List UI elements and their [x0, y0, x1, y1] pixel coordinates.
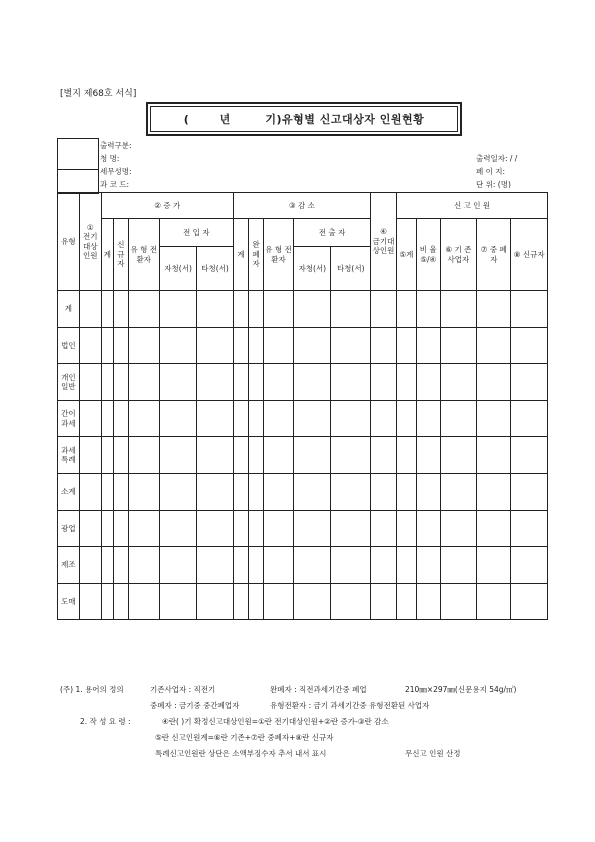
data-cell[interactable] [114, 583, 129, 620]
note-2-line-2: ⑤란 신고인원계=⑥란 기존+⑦란 중폐자+⑧란 신규자 [155, 733, 334, 742]
dept-code-label: 과 코 드: [100, 180, 130, 189]
data-cell[interactable] [416, 473, 440, 510]
note-2-line-4: 무신고 인원 산정 [405, 749, 461, 758]
data-cell[interactable] [249, 400, 264, 437]
data-cell[interactable] [331, 437, 371, 474]
data-cell[interactable] [397, 583, 417, 620]
data-cell[interactable] [263, 583, 293, 620]
data-cell[interactable] [477, 437, 511, 474]
data-cell[interactable] [79, 400, 101, 437]
data-cell[interactable] [79, 364, 101, 401]
data-cell[interactable] [397, 473, 417, 510]
data-cell[interactable] [440, 547, 476, 584]
data-cell[interactable] [114, 473, 129, 510]
data-cell[interactable] [249, 437, 264, 474]
data-cell[interactable] [101, 437, 113, 474]
office-label: 청 명: [100, 154, 120, 163]
data-cell[interactable] [79, 473, 101, 510]
data-cell[interactable] [371, 327, 397, 364]
data-cell[interactable] [233, 473, 249, 510]
data-cell[interactable] [511, 364, 548, 401]
data-cell[interactable] [294, 291, 331, 328]
data-cell[interactable] [159, 400, 196, 437]
data-cell[interactable] [128, 437, 159, 474]
ratio-header: 비 율 ⑤/④ [416, 219, 440, 291]
data-cell[interactable] [294, 583, 331, 620]
data-cell[interactable] [233, 583, 249, 620]
data-cell[interactable] [128, 583, 159, 620]
data-cell[interactable] [440, 327, 476, 364]
table-body [58, 291, 548, 620]
data-cell[interactable] [159, 583, 196, 620]
data-cell[interactable] [511, 400, 548, 437]
data-cell[interactable] [249, 547, 264, 584]
data-cell[interactable] [197, 400, 233, 437]
data-cell[interactable] [159, 437, 196, 474]
unit-label: 단 위: (명) [476, 180, 511, 189]
table-row [58, 583, 548, 620]
data-cell[interactable] [159, 547, 196, 584]
data-cell[interactable] [371, 473, 397, 510]
document-title [146, 102, 462, 136]
row-label: 제조 [58, 547, 80, 584]
data-cell[interactable] [416, 364, 440, 401]
row-label: 과세특례 [58, 437, 80, 474]
data-cell[interactable] [440, 473, 476, 510]
data-cell[interactable] [511, 291, 548, 328]
data-cell[interactable] [79, 547, 101, 584]
table-row [58, 510, 548, 547]
data-cell[interactable] [294, 400, 331, 437]
mid-closed-header: ⑦ 중 폐 자 [477, 219, 511, 291]
data-cell[interactable] [416, 327, 440, 364]
row-label: 소계 [58, 473, 80, 510]
data-cell[interactable] [249, 583, 264, 620]
data-cell[interactable] [263, 327, 293, 364]
increase-sum-header: 계 [101, 219, 113, 291]
data-cell[interactable] [477, 400, 511, 437]
data-cell[interactable] [128, 291, 159, 328]
data-cell[interactable] [233, 400, 249, 437]
data-cell[interactable] [101, 583, 113, 620]
note-1-type-switch: 유형전환자 : 금기 과세기간중 유형전환된 사업자 [270, 701, 430, 710]
data-cell[interactable] [416, 583, 440, 620]
data-cell[interactable] [263, 510, 293, 547]
data-cell[interactable] [511, 510, 548, 547]
data-cell[interactable] [263, 291, 293, 328]
table-row [58, 473, 548, 510]
data-cell[interactable] [159, 327, 196, 364]
data-cell[interactable] [128, 327, 159, 364]
data-cell[interactable] [331, 510, 371, 547]
data-cell[interactable] [371, 400, 397, 437]
page-label: 페 이 지: [476, 167, 506, 176]
data-cell[interactable] [511, 547, 548, 584]
data-cell[interactable] [197, 510, 233, 547]
col-current-target-header: ④ 금기대상인원 [371, 193, 397, 291]
transfer-out-other-header: 타청(서) [331, 247, 371, 291]
data-cell[interactable] [79, 291, 101, 328]
note-1-label: (주) 1. 용어의 정의 [60, 685, 124, 694]
data-cell[interactable] [114, 510, 129, 547]
data-cell[interactable] [416, 437, 440, 474]
output-date-label: 출력일자: / / [476, 154, 518, 163]
data-cell[interactable] [416, 291, 440, 328]
data-cell[interactable] [249, 291, 264, 328]
data-cell[interactable] [440, 400, 476, 437]
data-cell[interactable] [101, 327, 113, 364]
decrease-group-header: ③ 감 소 [233, 193, 370, 219]
data-cell[interactable] [263, 400, 293, 437]
data-cell[interactable] [263, 473, 293, 510]
data-cell[interactable] [114, 291, 129, 328]
data-cell[interactable] [233, 437, 249, 474]
data-cell[interactable] [440, 437, 476, 474]
data-cell[interactable] [114, 437, 129, 474]
data-cell[interactable] [440, 291, 476, 328]
data-cell[interactable] [397, 547, 417, 584]
data-cell[interactable] [101, 364, 113, 401]
decrease-type-switch-header: 유 형 전환자 [263, 219, 293, 291]
row-label: 간이과세 [58, 400, 80, 437]
row-label: 광업 [58, 510, 80, 547]
data-cell[interactable] [101, 547, 113, 584]
data-cell[interactable] [371, 437, 397, 474]
data-cell[interactable] [477, 291, 511, 328]
approval-stamp-box [57, 138, 99, 194]
paper-spec: 210㎜×297㎜(신문용지 54g/㎡) [405, 685, 517, 694]
decrease-sum-header: 계 [233, 219, 249, 291]
data-cell[interactable] [294, 547, 331, 584]
data-cell[interactable] [79, 327, 101, 364]
note-2-line-3: 특례신고인원란 상단은 소액부징수자 추서 내서 표시 [155, 749, 327, 758]
data-cell[interactable] [233, 510, 249, 547]
data-cell[interactable] [331, 473, 371, 510]
data-cell[interactable] [101, 510, 113, 547]
data-cell[interactable] [128, 473, 159, 510]
data-cell[interactable] [249, 327, 264, 364]
data-cell[interactable] [114, 327, 129, 364]
data-cell[interactable] [249, 364, 264, 401]
data-cell[interactable] [397, 364, 417, 401]
data-cell[interactable] [159, 291, 196, 328]
data-cell[interactable] [249, 473, 264, 510]
data-cell[interactable] [101, 473, 113, 510]
data-cell[interactable] [233, 547, 249, 584]
existing-header: ⑥ 기 존 사업자 [440, 219, 476, 291]
table-row [58, 400, 548, 437]
data-cell[interactable] [294, 510, 331, 547]
transfer-out-header: 전 출 자 [294, 219, 371, 247]
increase-type-switch-header: 유 형 전환자 [128, 219, 159, 291]
transfer-in-other-header: 타청(서) [197, 247, 233, 291]
data-cell[interactable] [128, 510, 159, 547]
data-cell[interactable] [331, 291, 371, 328]
data-cell[interactable] [477, 510, 511, 547]
data-cell[interactable] [331, 583, 371, 620]
data-cell[interactable] [440, 583, 476, 620]
data-cell[interactable] [233, 291, 249, 328]
note-1-existing: 기존사업자 : 직전기 [150, 685, 216, 694]
data-cell[interactable] [371, 291, 397, 328]
data-cell[interactable] [263, 437, 293, 474]
data-cell[interactable] [294, 327, 331, 364]
table-row [58, 547, 548, 584]
data-cell[interactable] [416, 400, 440, 437]
data-cell[interactable] [477, 473, 511, 510]
data-cell[interactable] [263, 547, 293, 584]
data-cell[interactable] [79, 583, 101, 620]
data-cell[interactable] [511, 473, 548, 510]
data-cell[interactable] [331, 547, 371, 584]
reporters-sum-header: ⑤계 [397, 219, 417, 291]
note-2-line-1: ④란( )기 확정신고대상인원=①란 전기대상인원+②란 증가-③란 감소 [162, 717, 389, 726]
data-cell[interactable] [371, 547, 397, 584]
data-cell[interactable] [416, 510, 440, 547]
data-cell[interactable] [397, 437, 417, 474]
data-cell[interactable] [197, 583, 233, 620]
data-cell[interactable] [101, 400, 113, 437]
data-cell[interactable] [511, 327, 548, 364]
data-cell[interactable] [159, 510, 196, 547]
data-cell[interactable] [197, 364, 233, 401]
row-label: 도매 [58, 583, 80, 620]
data-cell[interactable] [331, 400, 371, 437]
data-cell[interactable] [114, 547, 129, 584]
data-cell[interactable] [128, 547, 159, 584]
tax-office-label: 세무성명: [100, 167, 132, 176]
data-cell[interactable] [397, 291, 417, 328]
data-cell[interactable] [197, 291, 233, 328]
data-cell[interactable] [128, 364, 159, 401]
data-cell[interactable] [101, 291, 113, 328]
transfer-out-own-header: 자청(서) [294, 247, 331, 291]
increase-new-header: 신규자 [114, 219, 129, 291]
table-row [58, 291, 548, 328]
note-2-label: 2. 작 성 요 령 : [80, 717, 131, 726]
increase-group-header: ② 증 가 [101, 193, 233, 219]
new-reporters-header: ⑧ 신규자 [511, 219, 548, 291]
data-cell[interactable] [79, 437, 101, 474]
row-label: 법인 [58, 327, 80, 364]
table-row [58, 364, 548, 401]
data-cell[interactable] [371, 364, 397, 401]
data-cell[interactable] [197, 547, 233, 584]
data-cell[interactable] [477, 327, 511, 364]
note-1-mid-closed: 중폐자 : 금기중 중간폐업자 [150, 701, 240, 710]
data-cell[interactable] [114, 364, 129, 401]
data-cell[interactable] [197, 327, 233, 364]
data-cell[interactable] [397, 327, 417, 364]
data-cell[interactable] [416, 547, 440, 584]
data-cell[interactable] [477, 364, 511, 401]
data-cell[interactable] [440, 510, 476, 547]
data-cell[interactable] [197, 473, 233, 510]
data-cell[interactable] [477, 583, 511, 620]
row-label: 계 [58, 291, 80, 328]
data-cell[interactable] [249, 510, 264, 547]
data-cell[interactable] [159, 364, 196, 401]
data-cell[interactable] [197, 437, 233, 474]
data-cell[interactable] [159, 473, 196, 510]
title-text: ( 년 기)유형별 신고대상자 인원현황 [183, 113, 425, 126]
data-cell[interactable] [114, 400, 129, 437]
data-cell[interactable] [440, 364, 476, 401]
data-cell[interactable] [397, 510, 417, 547]
data-cell[interactable] [233, 327, 249, 364]
transfer-in-header: 전 입 자 [159, 219, 233, 247]
closed-header: 완폐자 [249, 219, 264, 291]
data-cell[interactable] [371, 583, 397, 620]
data-cell[interactable] [128, 400, 159, 437]
data-cell[interactable] [511, 583, 548, 620]
data-cell[interactable] [294, 364, 331, 401]
data-cell[interactable] [294, 437, 331, 474]
data-cell[interactable] [511, 437, 548, 474]
col-prev-target-header: ① 전기대상인원 [79, 193, 101, 291]
data-cell[interactable] [331, 364, 371, 401]
data-cell[interactable] [263, 364, 293, 401]
report-table [57, 192, 548, 620]
row-label: 개인일반 [58, 364, 80, 401]
output-type-label: 출력구분: [100, 141, 132, 150]
data-cell[interactable] [294, 473, 331, 510]
form-number: [별지 제68호 서식] [60, 89, 137, 99]
col-type-header: 유형 [58, 193, 80, 291]
transfer-in-own-header: 자청(서) [159, 247, 196, 291]
note-1-closed: 완폐자 : 직전과세기간중 폐업 [270, 685, 367, 694]
data-cell[interactable] [477, 547, 511, 584]
data-cell[interactable] [233, 364, 249, 401]
data-cell[interactable] [331, 327, 371, 364]
table-row [58, 437, 548, 474]
data-cell[interactable] [371, 510, 397, 547]
reporters-group-header: 신 고 인 원 [397, 193, 548, 219]
table-row [58, 327, 548, 364]
data-cell[interactable] [79, 510, 101, 547]
data-cell[interactable] [397, 400, 417, 437]
